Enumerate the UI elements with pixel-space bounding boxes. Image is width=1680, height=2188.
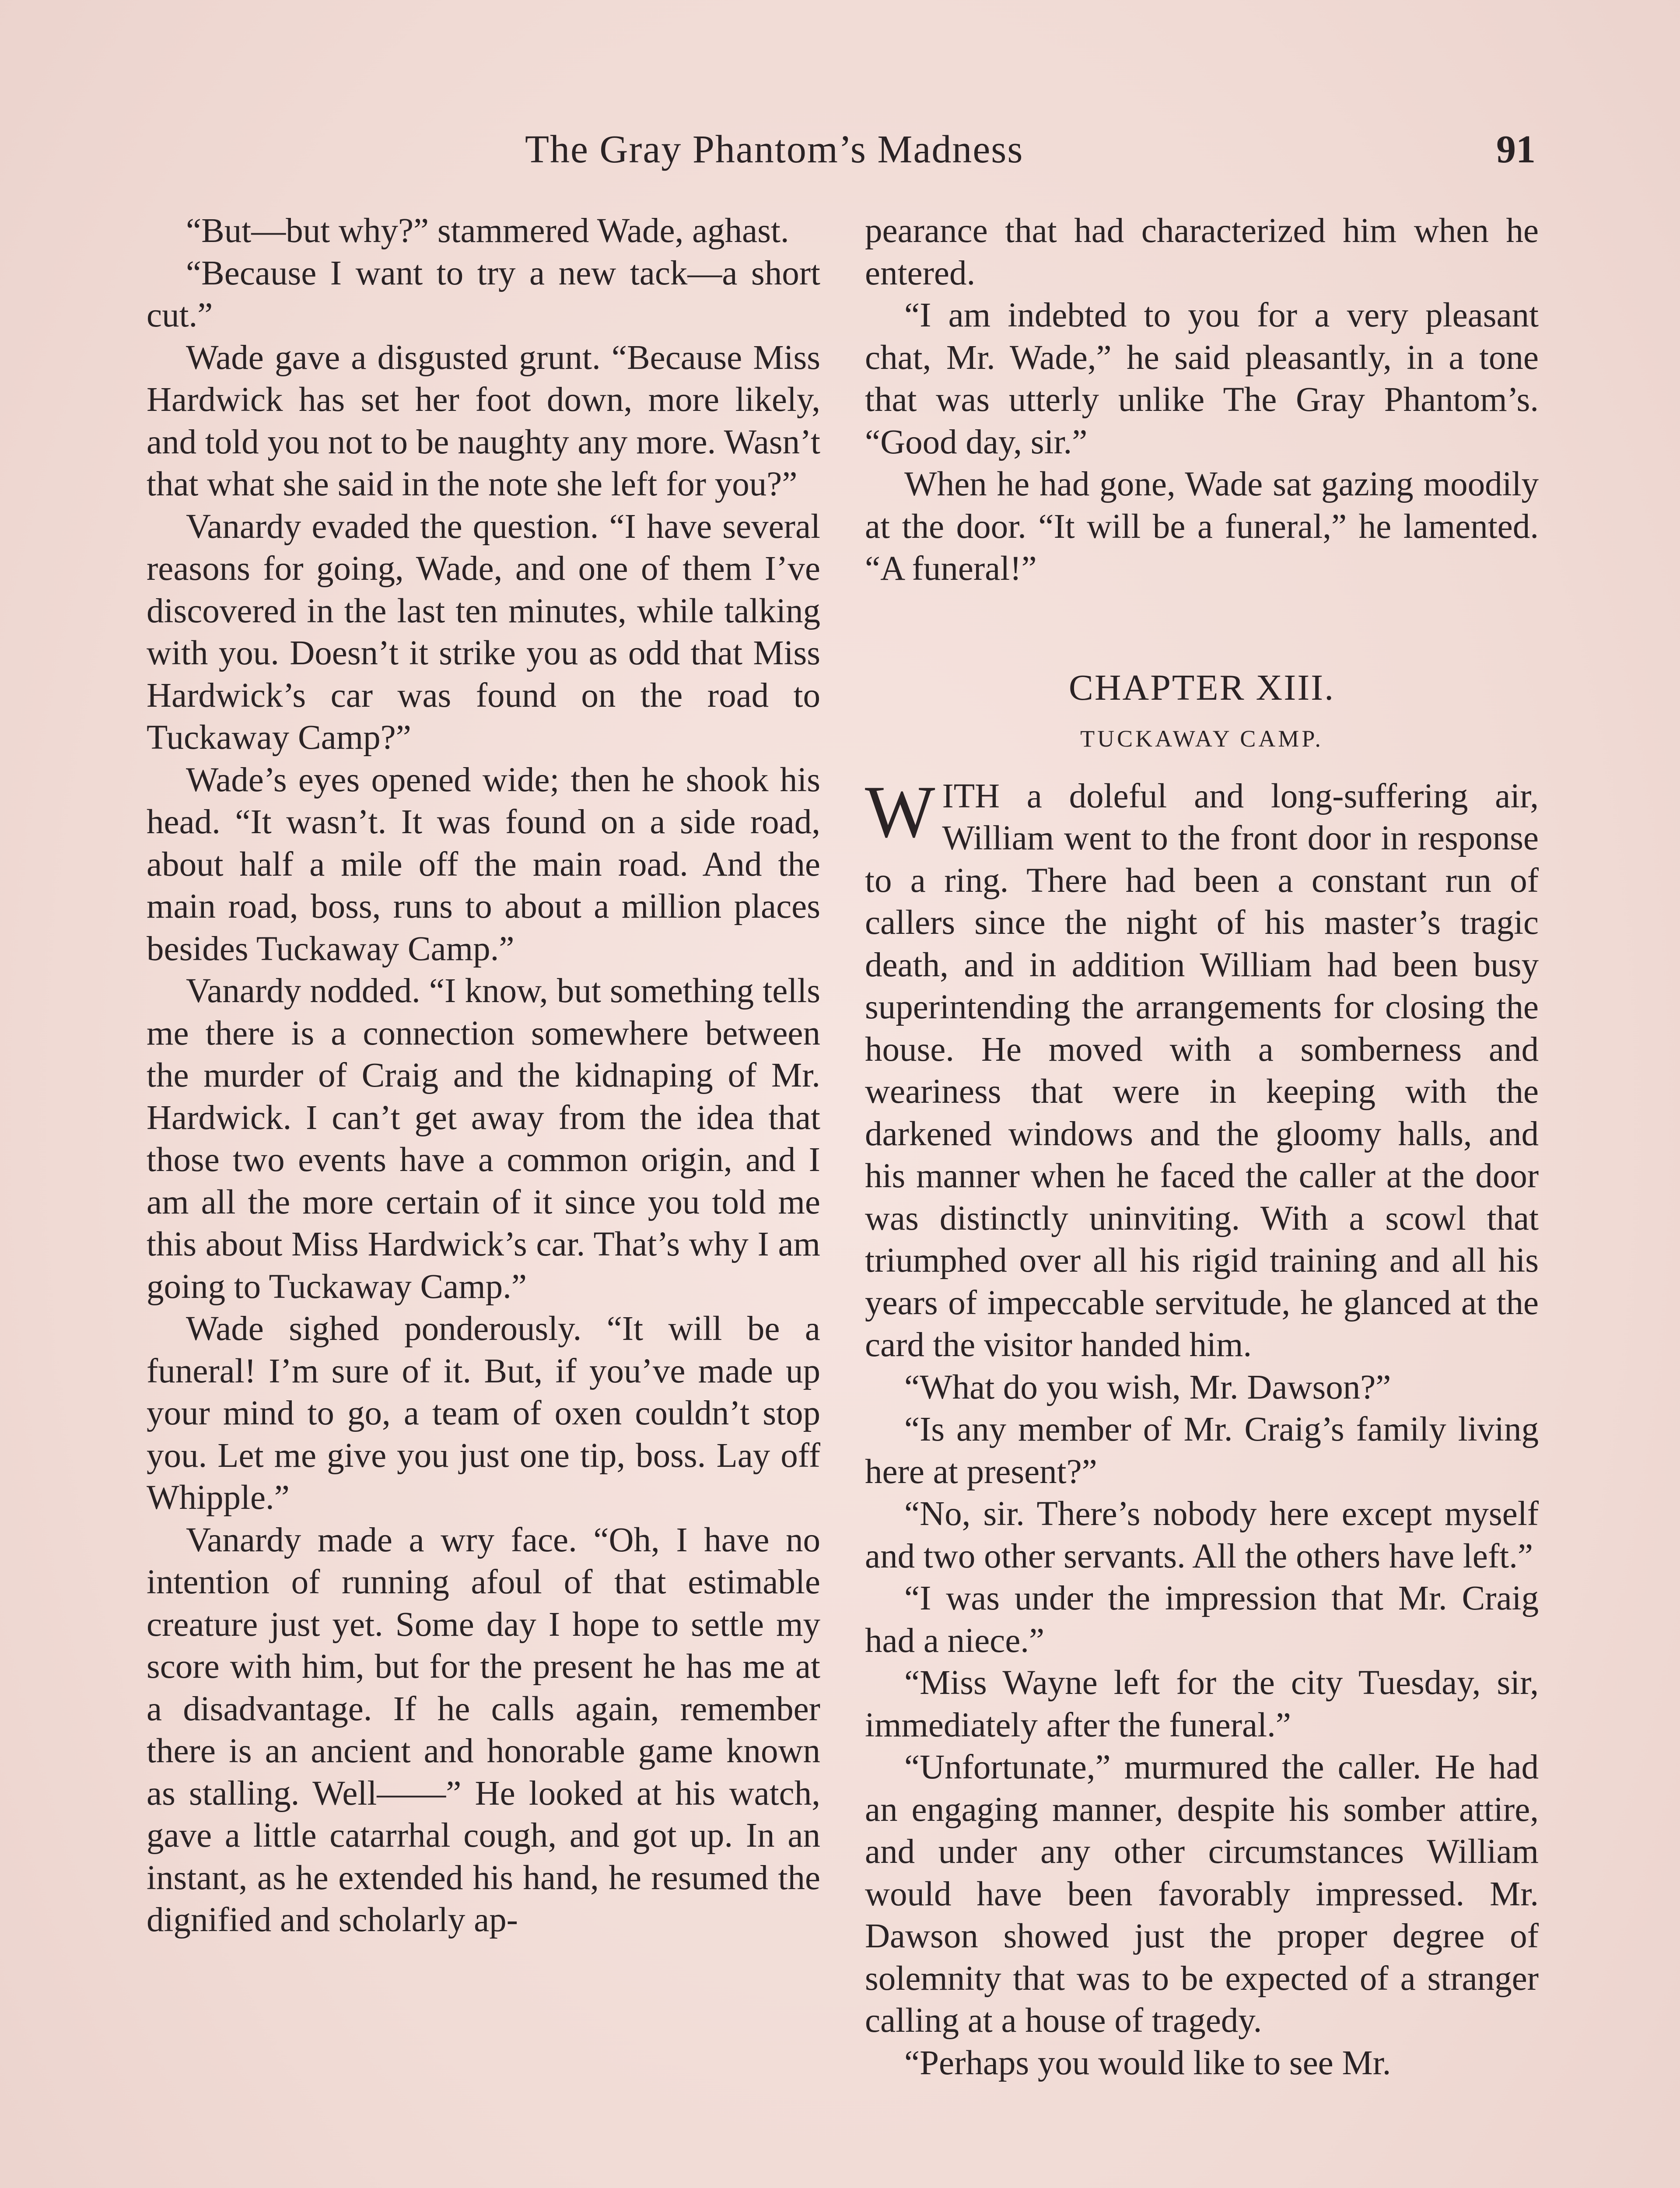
opening-text: ITH a doleful and long-suffering air, William went to the front door in response to a ring. There had been a constant run of callers since the night of his master’s tragic death, and in addition William had been busy superintending the arrangements for closing the house. He moved with a somberness and weariness that were in keeping with the darkened windows and the gloomy halls, and his manner when he faced the caller at the door was distinctly uninviting. With a scowl that triumphed over all his rigid training and all his years of impeccable servitude, he glanced at the card the visitor handed him. xyxy=(865,777,1539,1364)
right-column xyxy=(865,210,1539,2084)
page-number: 91 xyxy=(1496,128,1536,171)
drop-cap: W xyxy=(865,770,935,853)
paragraph: “I am indebted to you for a very pleasant chat, Mr. Wade,” he said pleasantly, in a tone that was utterly unlike The Gray Phantom’s. “Good day, sir.” xyxy=(865,296,1539,461)
paragraph: “Because I want to try a new tack—a short cut.” xyxy=(147,254,820,334)
paragraph: Wade’s eyes opened wide; then he shook his head. “It wasn’t. It was found on a side road, about half a mile off the main road. And the main road, boss, runs to about a million places besides Tuckaway Camp.” xyxy=(147,761,820,968)
paragraph: “But—but why?” stammered Wade, aghast. xyxy=(186,212,789,250)
paragraph: “Perhaps you would like to see Mr. xyxy=(904,2044,1391,2082)
left-column xyxy=(147,210,820,1942)
paragraph: “Is any member of Mr. Craig’s family living here at present?” xyxy=(865,1410,1539,1491)
chapter-subtitle: TUCKAWAY CAMP. xyxy=(1080,726,1323,752)
paragraph: When he had gone, Wade sat gazing moodily at the door. “It will be a funeral,” he lamented. “A funeral!” xyxy=(865,465,1539,588)
paragraph: Vanardy made a wry face. “Oh, I have no intention of running afoul of that estimable creature just yet. Some day I hope to settle my score with him, but for the present he has me at a disadvantage. If he calls again, remember there is an ancient and honorable game known as stalling. Well——” He looked at his watch, gave a little catarrhal cough, and got up. In an instant, as he extended his hand, he resumed the dignified and scholarly ap- xyxy=(147,1521,820,1939)
paragraph: pearance that had characterized him when he entered. xyxy=(865,212,1539,292)
paragraph: “Unfortunate,” murmured the caller. He had an engaging manner, despite his somber attire, and under any other circumstances William would have been favorably impressed. Mr. Dawson showed just the proper degree of solemnity that was to be expected of a stranger calling at a house of tragedy. xyxy=(865,1748,1539,2040)
paragraph: Wade sighed ponderously. “It will be a funeral! I’m sure of it. But, if you’ve made up your mind to go, a team of oxen couldn’t stop you. Let me give you just one tip, boss. Lay off Whipple.” xyxy=(147,1310,820,1517)
paragraph: Wade gave a disgusted grunt. “Because Miss Hardwick has set her foot down, more likely, and told you not to be naughty any more. Wasn’t that what she said in the note she left for you?” xyxy=(147,338,820,503)
chapter-opening-paragraph xyxy=(865,770,1539,1367)
paragraph: Vanardy nodded. “I know, but something tells me there is a connection somewhere between the murder of Craig and the kidnaping of Mr. Hardwick. I can’t get away from the idea that those two events have a common origin, and I am all the more certain of it since you told me this about Miss Hardwick’s car. That’s why I am going to Tuckaway Camp.” xyxy=(147,972,820,1306)
chapter-title: CHAPTER XIII. xyxy=(1068,667,1335,708)
running-title: The Gray Phantom’s Madness xyxy=(525,128,1024,171)
paragraph: “I was under the impression that Mr. Craig had a niece.” xyxy=(865,1579,1539,1660)
paragraph: Vanardy evaded the question. “I have several reasons for going, Wade, and one of them I’ve discovered in the last ten minutes, while talking with you. Doesn’t it strike you as odd that Miss Hardwick’s car was found on the road to Tuckaway Camp?” xyxy=(147,507,820,757)
paragraph: “No, sir. There’s nobody here except myself and two other servants. All the others have left.” xyxy=(865,1495,1539,1575)
paragraph: “What do you wish, Mr. Dawson?” xyxy=(904,1368,1391,1406)
paragraph: “Miss Wayne left for the city Tuesday, sir, immediately after the funeral.” xyxy=(865,1664,1539,1744)
